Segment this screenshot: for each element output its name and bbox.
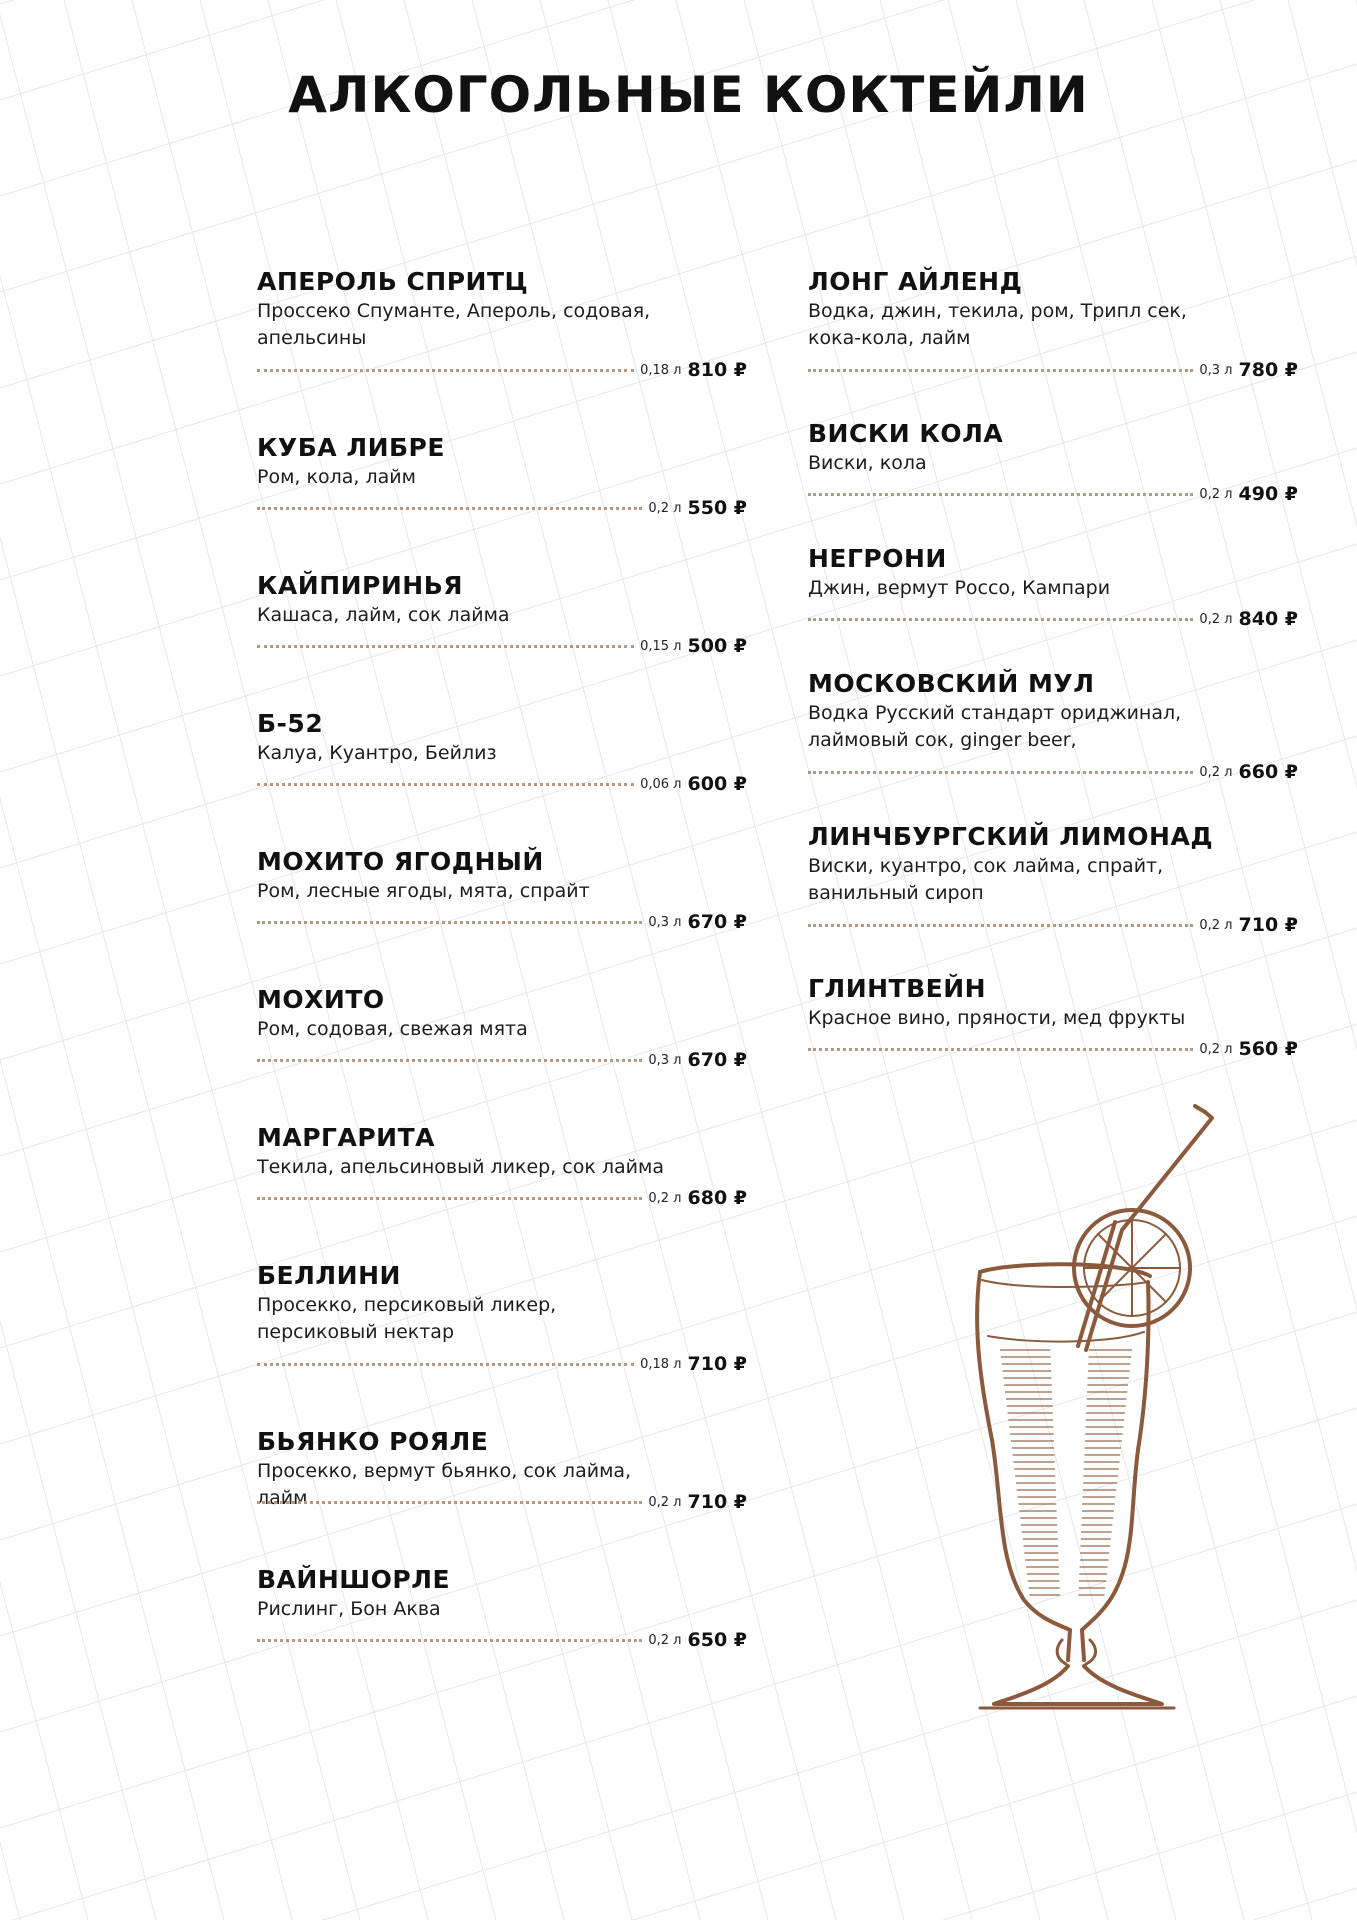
item-name: БЬЯНКО РОЯЛЕ — [257, 1427, 489, 1456]
price-row — [257, 358, 747, 382]
menu-item — [808, 418, 1298, 505]
item-price: 710 ₽ — [1238, 914, 1298, 936]
leader-line — [257, 783, 634, 786]
item-price: 670 ₽ — [687, 911, 747, 933]
item-name: ГЛИНТВЕЙН — [808, 974, 987, 1003]
leader-line — [808, 618, 1193, 621]
leader-line — [257, 1639, 642, 1642]
item-name: ВИСКИ КОЛА — [808, 419, 1004, 448]
price-row — [808, 760, 1298, 784]
menu-item — [257, 708, 747, 795]
page-title: АЛКОГОЛЬНЫЕ КОКТЕЙЛИ — [288, 66, 1089, 124]
item-description: Виски, куантро, сок лайма, спрайт, ванильный сироп — [808, 855, 1164, 904]
leader-line — [257, 369, 634, 372]
item-name: НЕГРОНИ — [808, 544, 947, 573]
price-row — [808, 913, 1298, 937]
item-price: 710 ₽ — [687, 1353, 747, 1375]
item-price: 670 ₽ — [687, 1049, 747, 1071]
menu-item — [257, 432, 747, 519]
price-row — [257, 1352, 747, 1376]
leader-line — [808, 924, 1193, 927]
item-name: КУБА ЛИБРЕ — [257, 433, 445, 462]
item-description: Джин, вермут Россо, Кампари — [808, 577, 1111, 599]
item-description: Просекко, вермут бьянко, сок лайма, лайм — [257, 1460, 632, 1509]
item-price: 710 ₽ — [687, 1491, 747, 1513]
item-description: Ром, содовая, свежая мята — [257, 1018, 528, 1040]
price-row — [257, 1628, 747, 1652]
item-volume: 0,2 л — [648, 500, 682, 516]
item-name: МОХИТО ЯГОДНЫЙ — [257, 847, 544, 876]
menu-item — [808, 821, 1298, 936]
item-volume: 0,18 л — [640, 362, 682, 378]
price-row — [257, 1490, 747, 1514]
item-volume: 0,2 л — [648, 1632, 682, 1648]
item-volume: 0,06 л — [640, 776, 682, 792]
item-volume: 0,2 л — [1199, 1041, 1233, 1057]
price-row — [257, 910, 747, 934]
price-row — [257, 1048, 747, 1072]
item-price: 560 ₽ — [1238, 1038, 1298, 1060]
leader-line — [808, 493, 1193, 496]
cocktail-glass-icon — [950, 1100, 1230, 1720]
item-description: Проссеко Спуманте, Апероль, содовая, апельсины — [257, 300, 651, 349]
item-price: 660 ₽ — [1238, 761, 1298, 783]
leader-line — [808, 369, 1193, 372]
item-description: Кашаса, лайм, сок лайма — [257, 604, 510, 626]
price-row — [257, 496, 747, 520]
leader-line — [257, 1363, 634, 1366]
item-name: КАЙПИРИНЬЯ — [257, 571, 464, 600]
item-name: МОСКОВСКИЙ МУЛ — [808, 669, 1095, 698]
item-volume: 0,3 л — [648, 1052, 682, 1068]
leader-line — [257, 1197, 642, 1200]
item-name: МОХИТО — [257, 985, 385, 1014]
price-row — [808, 607, 1298, 631]
item-volume: 0,3 л — [648, 914, 682, 930]
item-description: Просекко, персиковый ликер, персиковый нектар — [257, 1294, 557, 1343]
item-volume: 0,15 л — [640, 638, 682, 654]
leader-line — [257, 507, 642, 510]
price-row — [257, 772, 747, 796]
item-description: Водка, джин, текила, ром, Трипл сек, кока-кола, лайм — [808, 300, 1187, 349]
leader-line — [808, 771, 1193, 774]
item-description: Калуа, Куантро, Бейлиз — [257, 742, 497, 764]
leader-line — [808, 1048, 1193, 1051]
menu-item — [257, 846, 747, 933]
item-price: 600 ₽ — [687, 773, 747, 795]
menu-item — [808, 668, 1298, 783]
menu-item — [257, 570, 747, 657]
leader-line — [257, 1501, 642, 1504]
item-description: Красное вино, пряности, мед фрукты — [808, 1007, 1186, 1029]
menu-item — [257, 984, 747, 1071]
price-row — [808, 482, 1298, 506]
item-volume: 0,3 л — [1199, 362, 1233, 378]
item-name: ВАЙНШОРЛЕ — [257, 1565, 451, 1594]
menu-item — [257, 1122, 747, 1209]
item-name: АПЕРОЛЬ СПРИТЦ — [257, 267, 529, 296]
item-volume: 0,18 л — [640, 1356, 682, 1372]
item-description: Ром, кола, лайм — [257, 466, 416, 488]
menu-item — [257, 1426, 747, 1512]
item-price: 780 ₽ — [1238, 359, 1298, 381]
leader-line — [257, 645, 634, 648]
item-name: БЕЛЛИНИ — [257, 1261, 401, 1290]
item-name: Б-52 — [257, 709, 324, 738]
item-price: 500 ₽ — [687, 635, 747, 657]
price-row — [257, 1186, 747, 1210]
menu-item — [257, 1260, 747, 1375]
item-description: Рислинг, Бон Аква — [257, 1598, 441, 1620]
item-description: Ром, лесные ягоды, мята, спрайт — [257, 880, 590, 902]
menu-item — [808, 973, 1298, 1060]
item-name: МАРГАРИТА — [257, 1123, 435, 1152]
price-row — [808, 358, 1298, 382]
item-name: ЛИНЧБУРГСКИЙ ЛИМОНАД — [808, 822, 1214, 851]
item-price: 490 ₽ — [1238, 483, 1298, 505]
item-volume: 0,2 л — [1199, 486, 1233, 502]
price-row — [257, 634, 747, 658]
item-volume: 0,2 л — [1199, 611, 1233, 627]
item-description: Виски, кола — [808, 452, 927, 474]
item-description: Водка Русский стандарт ориджинал, лаймовый сок, ginger beer, — [808, 702, 1182, 751]
item-price: 810 ₽ — [687, 359, 747, 381]
menu-item — [257, 266, 747, 381]
menu-item — [257, 1564, 747, 1651]
price-row — [808, 1037, 1298, 1061]
leader-line — [257, 921, 642, 924]
item-price: 680 ₽ — [687, 1187, 747, 1209]
item-price: 550 ₽ — [687, 497, 747, 519]
item-price: 840 ₽ — [1238, 608, 1298, 630]
item-volume: 0,2 л — [648, 1190, 682, 1206]
menu-item — [808, 266, 1298, 381]
item-price: 650 ₽ — [687, 1629, 747, 1651]
item-name: ЛОНГ АЙЛЕНД — [808, 267, 1023, 296]
leader-line — [257, 1059, 642, 1062]
item-description: Текила, апельсиновый ликер, сок лайма — [257, 1156, 665, 1178]
item-volume: 0,2 л — [1199, 917, 1233, 933]
menu-item — [808, 543, 1298, 630]
item-volume: 0,2 л — [648, 1494, 682, 1510]
item-volume: 0,2 л — [1199, 764, 1233, 780]
